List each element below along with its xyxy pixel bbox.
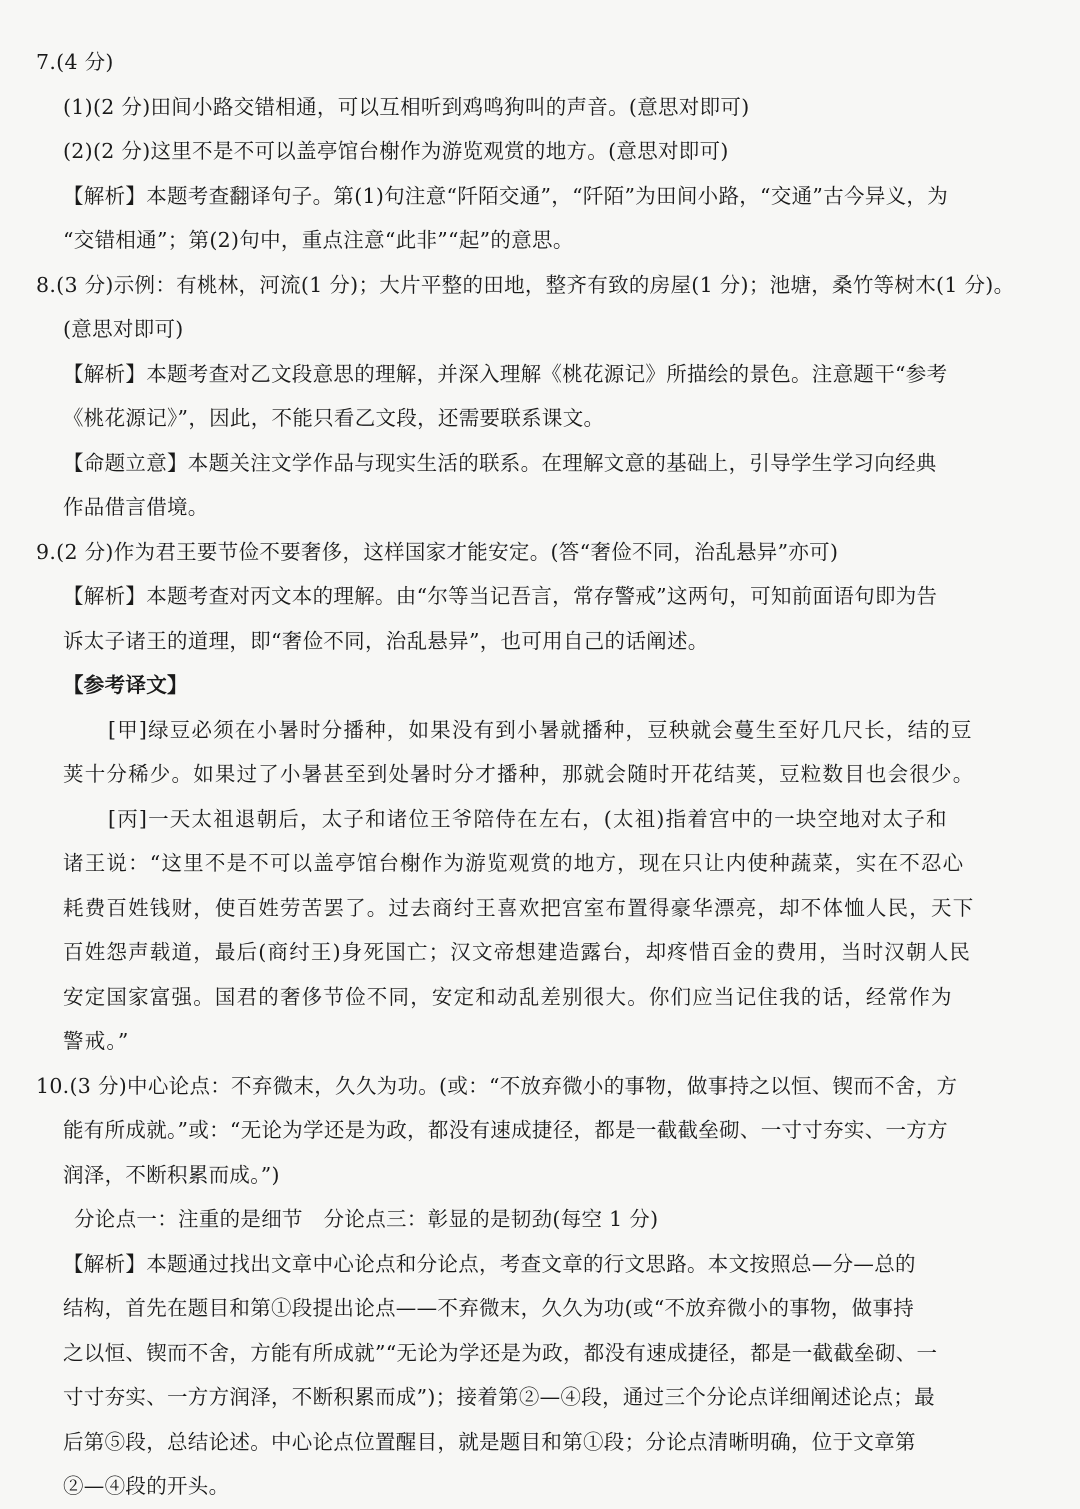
q7-answer-2: (2)(2 分)这里不是不可以盖亭馆台榭作为游览观赏的地方。(意思对即可)	[63, 139, 729, 163]
q10-answer-line-2: 能有所成就。”或：“无论为学还是为政，都没有速成捷径，都是一截截垒砌、一寸寸夯实、一方方	[63, 1118, 948, 1142]
reference-translation-heading: 【参考译文】	[63, 673, 188, 697]
q7-analysis-line-1: 【解析】本题考查翻译句子。第(1)句注意“阡陌交通”，“阡陌”为田间小路，“交通”古今异义，为	[63, 183, 949, 208]
q10-analysis-line-2: 结构，首先在题目和第①段提出论点——不弃微末，久久为功(或“不放弃微小的事物，做事持	[63, 1296, 915, 1320]
translation-bing-line-5: 安定国家富强。国君的奢侈节俭不同，安定和动乱差别很大。你们应当记住我的话，经常作为	[63, 984, 953, 1009]
q7-heading: 7.(4 分)	[36, 50, 114, 74]
translation-bing-line-4: 百姓怨声载道，最后(商纣王)身死国亡；汉文帝想建造露台，却疼惜百金的费用，当时汉朝人民	[63, 940, 972, 964]
q8-analysis-line-1: 【解析】本题考查对乙文段意思的理解，并深入理解《桃花源记》所描绘的景色。注意题干“参考	[63, 361, 948, 386]
q8-intent-line-2: 作品借言借境。	[63, 495, 209, 519]
q7-analysis-line-2: “交错相通”；第(2)句中，重点注意“此非”“起”的意思。	[63, 228, 574, 252]
q10-analysis-line-3: 之以恒、锲而不舍，方能有所成就”“无论为学还是为政，都没有速成捷径，都是一截截垒砌、一	[63, 1340, 938, 1365]
q8-intent-line-1: 【命题立意】本题关注文学作品与现实生活的联系。在理解文意的基础上，引导学生学习向经典	[63, 450, 937, 475]
q10-analysis-line-4: 寸寸夯实、一方方润泽，不断积累而成”)；接着第②—④段，通过三个分论点详细阐述论点；最	[63, 1385, 935, 1409]
translation-bing-line-1: [丙]一天太祖退朝后，太子和诸位王爷陪侍在左右，(太祖)指着宫中的一块空地对太子和	[108, 806, 948, 831]
translation-jia-line-1: [甲]绿豆必须在小暑时分播种，如果没有到小暑就播种，豆秧就会蔓生至好几尺长，结的豆	[108, 717, 973, 742]
q10-analysis-line-5: 后第⑤段，总结论述。中心论点位置醒目，就是题目和第①段；分论点清晰明确，位于文章第	[63, 1429, 916, 1454]
q8-answer-note: (意思对即可)	[63, 317, 184, 341]
q9-analysis-line-1: 【解析】本题考查对丙文本的理解。由“尔等当记吾言，常存警戒”这两句，可知前面语句即为告	[63, 584, 938, 608]
translation-jia-line-2: 荚十分稀少。如果过了小暑甚至到处暑时分才播种，那就会随时开花结荚，豆粒数目也会很少。	[63, 762, 975, 786]
translation-bing-line-6: 警戒。”	[63, 1029, 130, 1053]
translation-bing-line-3: 耗费百姓钱财，使百姓劳苦罢了。过去商纣王喜欢把宫室布置得豪华漂亮，却不体恤人民，天下	[63, 895, 975, 920]
q10-sub-arguments: 分论点一：注重的是细节 分论点三：彰显的是韧劲(每空 1 分)	[74, 1207, 659, 1231]
q10-analysis-line-6: ②—④段的开头。	[63, 1474, 230, 1498]
q9-answer: 9.(2 分)作为君王要节俭不要奢侈，这样国家才能安定。(答“奢俭不同，治乱悬异”亦可)	[36, 539, 839, 564]
q8-answer: 8.(3 分)示例：有桃林，河流(1 分)；大片平整的田地，整齐有致的房屋(1 分)；池塘，桑竹等树木(1 分)。	[36, 272, 1015, 297]
q10-analysis-line-1: 【解析】本题通过找出文章中心论点和分论点，考查文章的行文思路。本文按照总—分—总的	[63, 1251, 916, 1276]
q10-answer-line-1: 10.(3 分)中心论点：不弃微末，久久为功。(或：“不放弃微小的事物，做事持之以恒、锲而不舍，方	[36, 1073, 958, 1098]
q7-answer-1: (1)(2 分)田间小路交错相通，可以互相听到鸡鸣狗叫的声音。(意思对即可)	[63, 94, 750, 119]
translation-bing-line-2: 诸王说：“这里不是不可以盖亭馆台榭作为游览观赏的地方，现在只让内使种蔬菜，实在不忍心	[63, 851, 965, 875]
q8-analysis-line-2: 《桃花源记》”，因此，不能只看乙文段，还需要联系课文。	[63, 406, 605, 430]
q9-analysis-line-2: 诉太子诸王的道理，即“奢俭不同，治乱悬异”，也可用自己的话阐述。	[63, 628, 709, 653]
q10-answer-line-3: 润泽，不断积累而成。”)	[63, 1162, 280, 1187]
